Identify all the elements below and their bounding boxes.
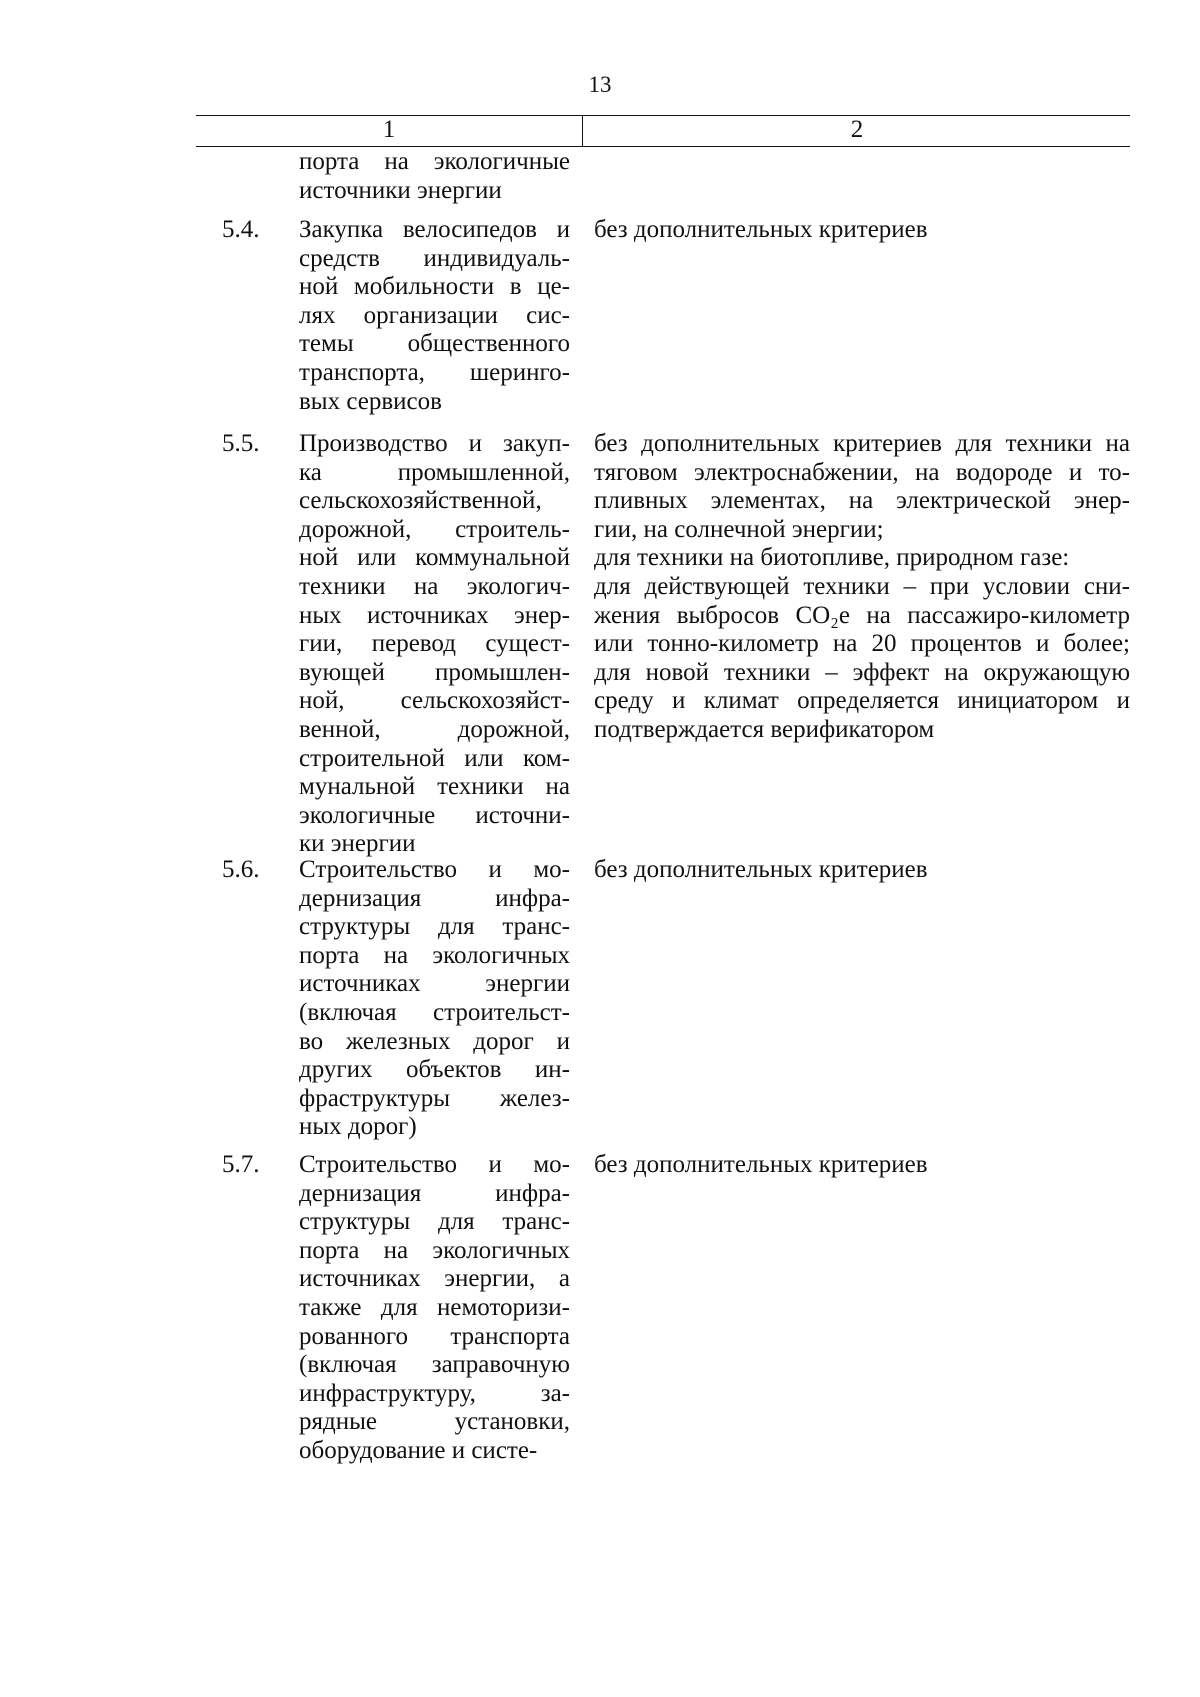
- criterion-line: вующей промышлен-: [299, 658, 570, 686]
- criterion-line: (включая заправочную: [299, 1351, 570, 1379]
- criterion-line: Производство и закуп-: [299, 430, 570, 457]
- requirement-line: или тонно-километр на 20 процентов и более;: [594, 630, 1130, 658]
- requirement-cell: [594, 1151, 1130, 1180]
- requirement-line: жения выбросов CO₂e на пассажиро-километр: [594, 601, 1130, 629]
- requirement-line: среду и климат определяется инициатором и: [594, 687, 1130, 715]
- requirement-line: тяговом электроснабжении, на водороде и то-: [594, 458, 1130, 486]
- criterion-line: ной, сельскохозяйст-: [299, 687, 570, 715]
- criterion-line: источниках энергии: [299, 970, 570, 998]
- criterion-line: ка промышленной,: [299, 458, 570, 486]
- criterion-line: Строительство и мо-: [299, 856, 570, 883]
- criterion-line: во железных дорог и: [299, 1027, 570, 1055]
- criterion-line: (включая строительст-: [299, 998, 570, 1026]
- criterion-line: лях организации сис-: [299, 301, 570, 329]
- row-number: 5.5.: [222, 430, 260, 457]
- criterion-line: экологичные источни-: [299, 801, 570, 829]
- criterion-line: мунальной техники на: [299, 773, 570, 801]
- criterion-cell: [299, 856, 570, 1142]
- criterion-line: ки энергии: [299, 830, 416, 858]
- requirement-line: без дополнительных критериев для техники на: [594, 430, 1130, 457]
- criterion-line: порта на экологичных: [299, 941, 570, 969]
- requirement-line: гии, на солнечной энергии;: [594, 515, 884, 543]
- criterion-line: техники на экологич-: [299, 572, 570, 600]
- criterion-line: также для немоторизи-: [299, 1293, 570, 1321]
- criterion-line: Строительство и мо-: [299, 1151, 570, 1178]
- criterion-cell: [299, 216, 570, 416]
- criterion-line: рядные установки,: [299, 1408, 570, 1436]
- criterion-line: источники энергии: [299, 176, 502, 204]
- criterion-cell: [299, 430, 570, 859]
- criterion-line: инфраструктуру, за-: [299, 1379, 570, 1407]
- criterion-line: ных дорог): [299, 1113, 417, 1141]
- criterion-line: фраструктуры желез-: [299, 1084, 570, 1112]
- requirement-line: для новой техники – эффект на окружающую: [594, 658, 1130, 686]
- requirement-line: без дополнительных критериев: [594, 856, 928, 883]
- criterion-line: порта на экологичные: [299, 148, 570, 175]
- row-number: 5.4.: [222, 216, 260, 243]
- criterion-line: дернизация инфра-: [299, 1179, 570, 1207]
- column-header-2: 2: [582, 116, 1131, 146]
- criterion-line: источниках энергии, а: [299, 1265, 570, 1293]
- criterion-line: ных источниках энер-: [299, 601, 570, 629]
- criterion-line: дернизация инфра-: [299, 884, 570, 912]
- requirement-cell: [594, 216, 1130, 245]
- requirement-line: для действующей техники – при условии сни-: [594, 572, 1130, 600]
- requirement-line: для техники на биотопливе, природном газе:: [594, 544, 1070, 572]
- criterion-cell: [299, 148, 570, 205]
- criterion-cell: [299, 1151, 570, 1466]
- requirement-cell: [594, 430, 1130, 745]
- criterion-line: других объектов ин-: [299, 1056, 570, 1084]
- criterion-line: строительной или ком-: [299, 744, 570, 772]
- requirement-line: без дополнительных критериев: [594, 1151, 928, 1178]
- criterion-line: гии, перевод сущест-: [299, 630, 570, 658]
- row-number: 5.6.: [222, 856, 260, 883]
- page-number: 13: [588, 72, 612, 97]
- requirement-line: подтверждается верификатором: [594, 715, 935, 743]
- criterion-line: порта на экологичных: [299, 1236, 570, 1264]
- table-header: [196, 115, 1130, 147]
- criterion-line: дорожной, строитель-: [299, 515, 570, 543]
- requirement-line: без дополнительных критериев: [594, 216, 928, 243]
- criterion-line: темы общественного: [299, 330, 570, 358]
- criterion-line: оборудование и систе-: [299, 1436, 538, 1464]
- criterion-line: структуры для транс-: [299, 1208, 570, 1236]
- criterion-line: венной, дорожной,: [299, 715, 570, 743]
- requirement-line: пливных элементах, на электрической энер-: [594, 487, 1130, 515]
- criterion-line: Закупка велосипедов и: [299, 216, 570, 243]
- criterion-line: сельскохозяйственной,: [299, 487, 542, 515]
- criterion-line: рованного транспорта: [299, 1322, 570, 1350]
- criterion-line: транспорта, шеринго-: [299, 358, 570, 386]
- criterion-line: вых сервисов: [299, 387, 442, 415]
- requirement-cell: [594, 856, 1130, 885]
- criterion-line: ной или коммунальной: [299, 544, 570, 572]
- criterion-line: структуры для транс-: [299, 913, 570, 941]
- criterion-line: средств индивидуаль-: [299, 244, 570, 272]
- row-number: 5.7.: [222, 1151, 260, 1178]
- column-header-1: 1: [382, 116, 396, 143]
- criterion-line: ной мобильности в це-: [299, 273, 570, 301]
